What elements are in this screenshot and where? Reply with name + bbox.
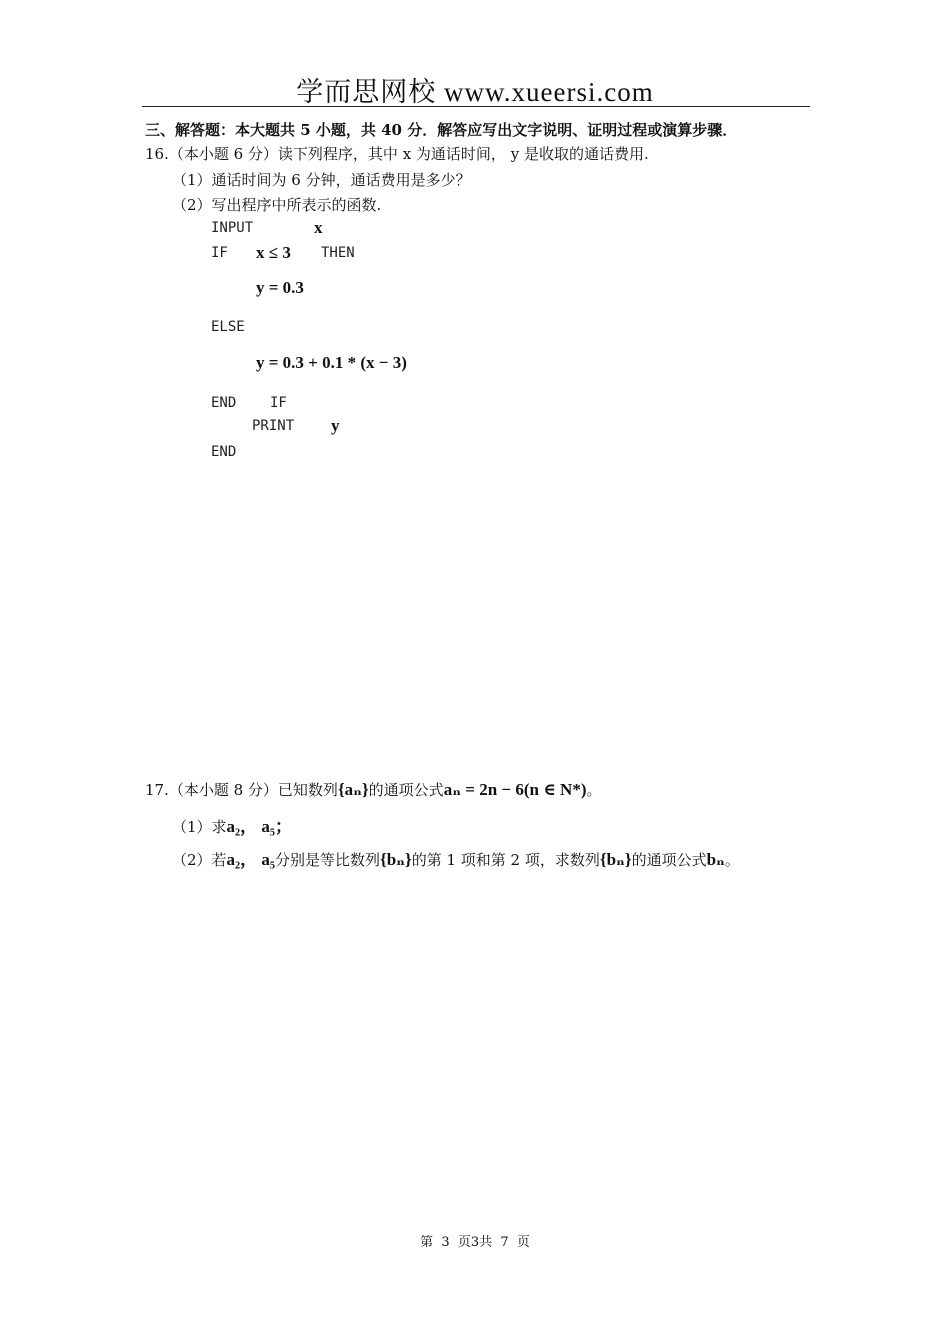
code-else-keyword: ELSE xyxy=(211,319,245,335)
code-input-variable: x xyxy=(314,218,323,237)
q17-part2-mid3: 的通项公式 xyxy=(631,851,707,869)
q16-stem: 16.（本小题 6 分）读下列程序，其中 x 为通话时间， y 是收取的通话费用. xyxy=(145,145,649,163)
code-then-keyword: THEN xyxy=(321,245,355,261)
q16-part1: （1）通话时间为 6 分钟，通话费用是多少？ xyxy=(172,171,471,189)
q17-sequence-b-2: {bₙ} xyxy=(599,850,632,869)
q17-part2-mid2: 的第 1 项和第 2 项，求数列 xyxy=(411,851,600,869)
code-input-keyword: INPUT xyxy=(211,220,254,236)
q17-part2 xyxy=(172,845,740,870)
q17-part1-terms: a₂， a₅； xyxy=(226,817,292,836)
q17-stem-mid: 的通项公式 xyxy=(368,781,444,799)
code-statement-1: y = 0.3 xyxy=(256,278,304,297)
q17-part2-end: 。 xyxy=(724,851,740,869)
q16-part2: （2）写出程序中所表示的函数. xyxy=(172,196,382,214)
code-end-keyword: END xyxy=(211,444,237,460)
q17-part1-prefix: （1）求 xyxy=(172,818,227,836)
q17-bn: bₙ xyxy=(706,850,725,869)
q17-stem-prefix: 17.（本小题 8 分）已知数列 xyxy=(145,781,338,799)
q17-part2-terms: a₂， a₅ xyxy=(226,850,275,869)
code-if-condition: x ≤ 3 xyxy=(256,243,291,262)
section-heading: 三、解答题：本大题共 5 小题，共 40 分．解答应写出文字说明、证明过程或演算步骤． xyxy=(145,121,738,139)
q17-part2-prefix: （2）若 xyxy=(172,851,227,869)
header-divider xyxy=(142,106,810,107)
q17-stem xyxy=(145,779,602,800)
q17-part1 xyxy=(172,812,292,837)
q17-formula: aₙ = 2n − 6(n ∈ N*) xyxy=(443,780,587,799)
code-print-variable: y xyxy=(331,416,340,435)
code-statement-2: y = 0.3 + 0.1 * (x − 3) xyxy=(256,353,407,372)
q17-part2-mid: 分别是等比数列 xyxy=(275,851,381,869)
q17-sequence-a: {aₙ} xyxy=(337,780,369,799)
code-endif-keyword: END IF xyxy=(211,395,287,411)
code-print-keyword: PRINT xyxy=(252,418,295,434)
code-if-keyword: IF xyxy=(211,245,228,261)
q17-sequence-b: {bₙ} xyxy=(380,850,412,869)
page-header-title: 学而思网校 www.xueersi.com xyxy=(296,77,654,107)
page-footer: 第 3 页3共 7 页 xyxy=(420,1235,530,1250)
q17-stem-end: 。 xyxy=(586,781,602,799)
